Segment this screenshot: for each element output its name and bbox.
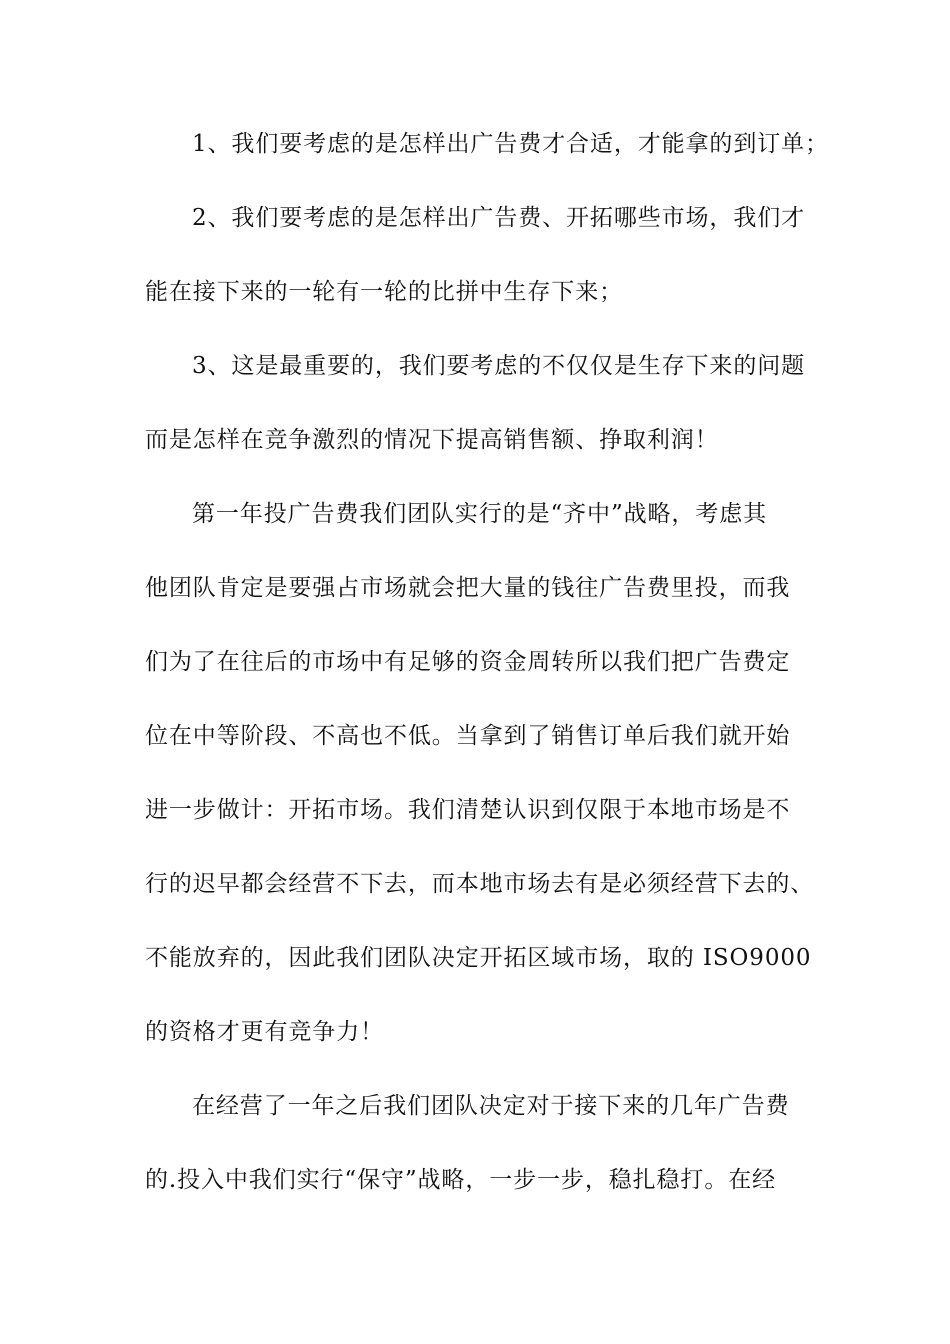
text-line-2: 2、我们要考虑的是怎样出广告费、开拓哪些市场，我们才 <box>192 205 806 231</box>
text-line-10: 进一步做计：开拓市场。我们清楚认识到仅限于本地市场是不 <box>145 797 791 823</box>
text-line-14: 在经营了一年之后我们团队决定对于接下来的几年广告费 <box>192 1093 790 1119</box>
body-text <box>145 128 829 1238</box>
text-line-13: 的资格才更有竞争力！ <box>145 1019 384 1045</box>
text-line-4: 3、这是最重要的，我们要考虑的不仅仅是生存下来的问题 <box>192 353 806 379</box>
text-line-11: 行的迟早都会经营不下去，而本地市场去有是必须经营下去的、 <box>145 871 815 897</box>
text-line-6: 第一年投广告费我们团队实行的是“齐中”战略，考虑其 <box>192 501 768 527</box>
text-line-9: 位在中等阶段、不高也不低。当拿到了销售订单后我们就开始 <box>145 723 791 749</box>
text-line-15: 的.投入中我们实行“保守”战略，一步一步，稳扎稳打。在经 <box>145 1167 777 1193</box>
text-line-3: 能在接下来的一轮有一轮的比拼中生存下来； <box>145 279 623 305</box>
text-line-5: 而是怎样在竞争激烈的情况下提高销售额、挣取利润！ <box>145 427 719 453</box>
text-line-12: 不能放弃的，因此我们团队决定开拓区域市场，取的 ISO9000 <box>145 945 812 971</box>
text-line-1: 1、我们要考虑的是怎样出广告费才合适，才能拿的到订单； <box>192 131 829 157</box>
text-line-8: 们为了在往后的市场中有足够的资金周转所以我们把广告费定 <box>145 649 791 675</box>
text-line-7: 他团队肯定是要强占市场就会把大量的钱往广告费里投，而我 <box>145 575 791 601</box>
